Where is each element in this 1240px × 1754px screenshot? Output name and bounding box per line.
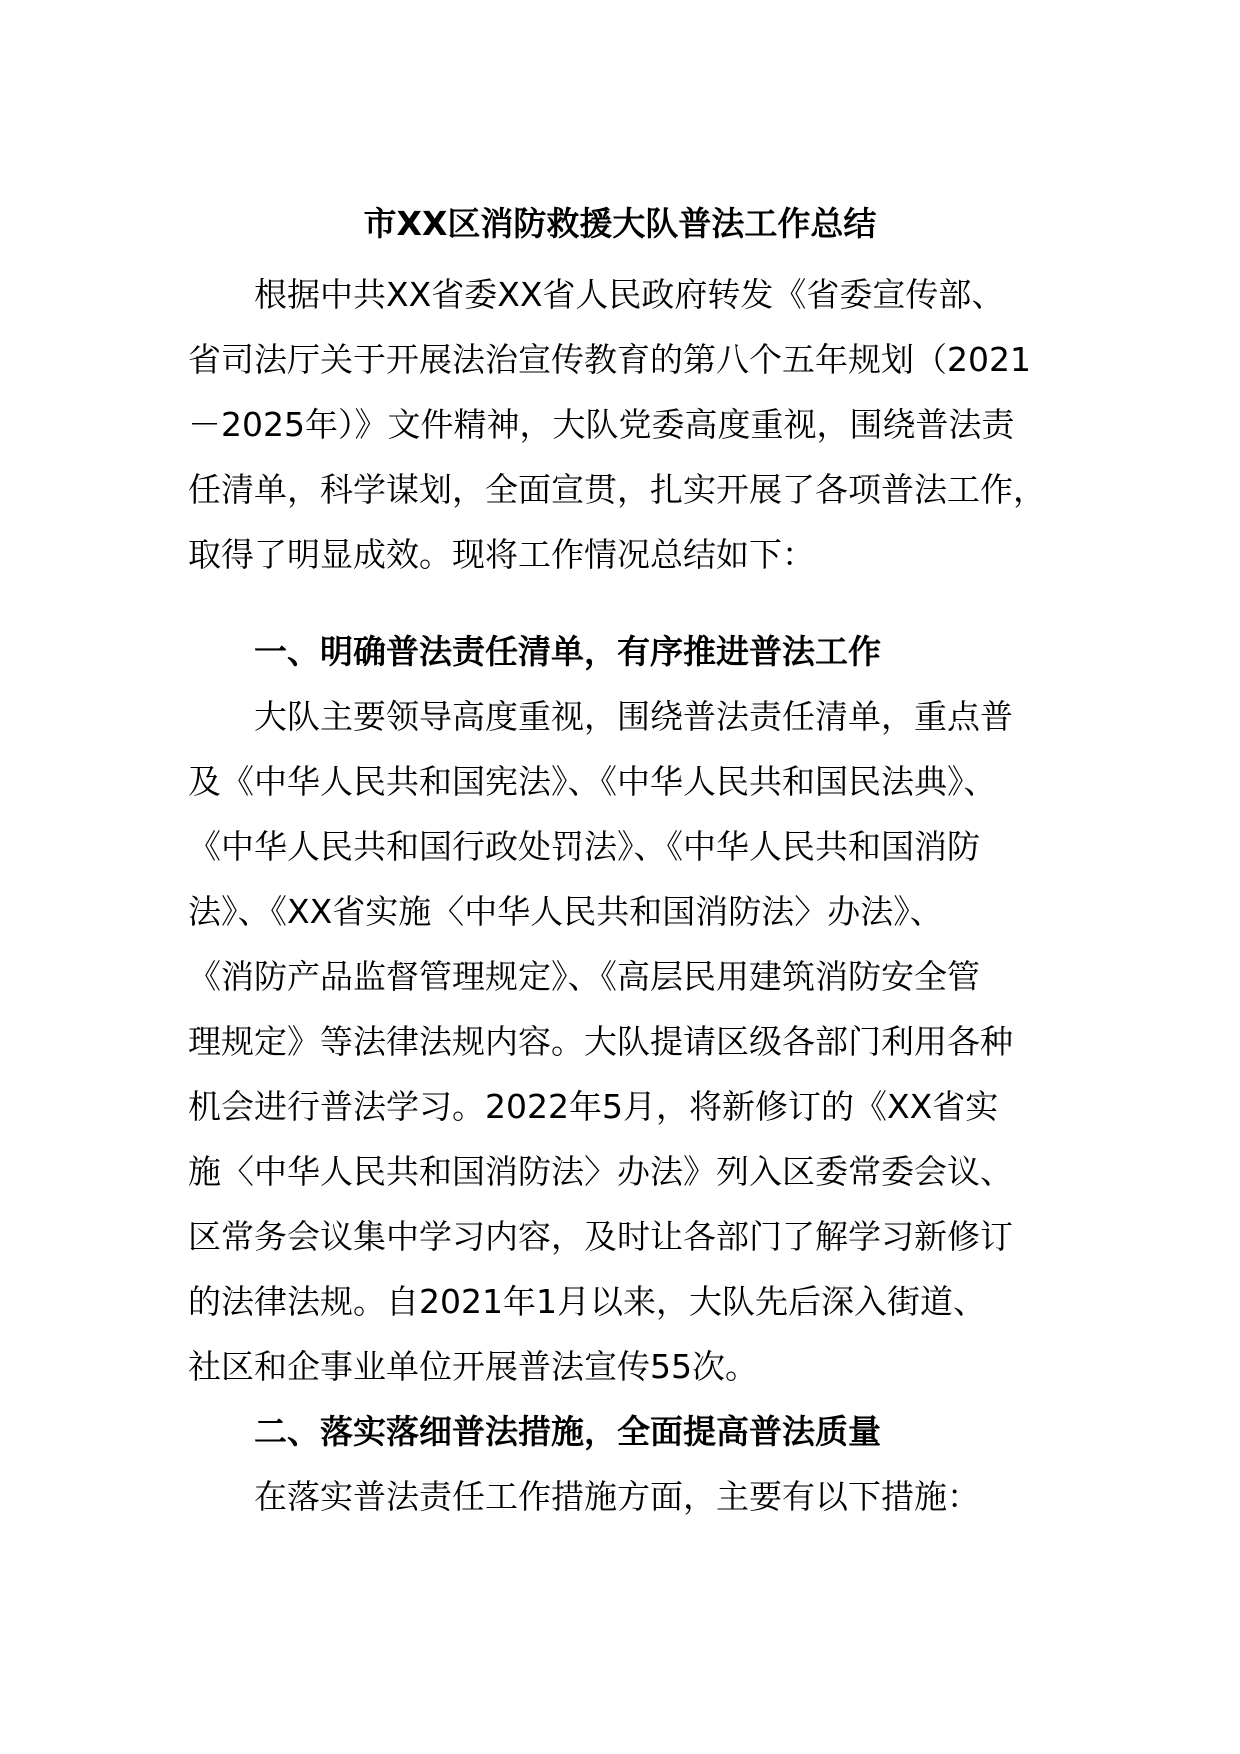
intro-line: 任清单，科学谋划，全面宣贯，扎实开展了各项普法工作， — [188, 470, 1046, 509]
section-1-line: 机会进行普法学习。2022年5月，将新修订的《XX省实 — [188, 1087, 999, 1126]
section-1-line: 大队主要领导高度重视，围绕普法责任清单，重点普 — [254, 697, 1013, 736]
intro-line: 取得了明显成效。现将工作情况总结如下： — [188, 535, 815, 574]
intro-paragraph — [188, 262, 1056, 587]
document-title: 市XX区消防救援大队普法工作总结 — [363, 204, 877, 243]
section-1-line: 社区和企事业单位开展普法宣传55次。 — [188, 1347, 758, 1386]
section-1-line: 《消防产品监督管理规定》、《高层民用建筑消防安全管 — [188, 957, 980, 996]
section-1-line: 《中华人民共和国行政处罚法》、《中华人民共和国消防 — [188, 827, 980, 866]
section-2-heading: 二、落实落细普法措施，全面提高普法质量 — [254, 1412, 881, 1451]
intro-line: 省司法厅关于开展法治宣传教育的第八个五年规划（2021 — [188, 340, 1031, 379]
section-1-heading: 一、明确普法责任清单，有序推进普法工作 — [254, 632, 881, 671]
section-2-line: 在落实普法责任工作措施方面，主要有以下措施： — [254, 1477, 980, 1516]
section-1-line: 及《中华人民共和国宪法》、《中华人民共和国民法典》、 — [188, 762, 997, 801]
section-1-line: 区常务会议集中学习内容，及时让各部门了解学习新修订 — [188, 1217, 1013, 1256]
section-1-line: 理规定》等法律法规内容。大队提请区级各部门利用各种 — [188, 1022, 1013, 1061]
intro-line: －2025年）》文件精神，大队党委高度重视，围绕普法责 — [188, 405, 1015, 444]
section-1-line: 法》、《XX省实施〈中华人民共和国消防法〉办法》、 — [188, 892, 943, 931]
section-1 — [188, 619, 1056, 1399]
section-2 — [188, 1399, 1056, 1529]
section-1-line: 施〈中华人民共和国消防法〉办法》列入区委常委会议、 — [188, 1152, 1013, 1191]
intro-line: 根据中共XX省委XX省人民政府转发《省委宣传部、 — [254, 275, 1005, 314]
section-1-line: 的法律法规。自2021年1月以来，大队先后深入街道、 — [188, 1282, 986, 1321]
